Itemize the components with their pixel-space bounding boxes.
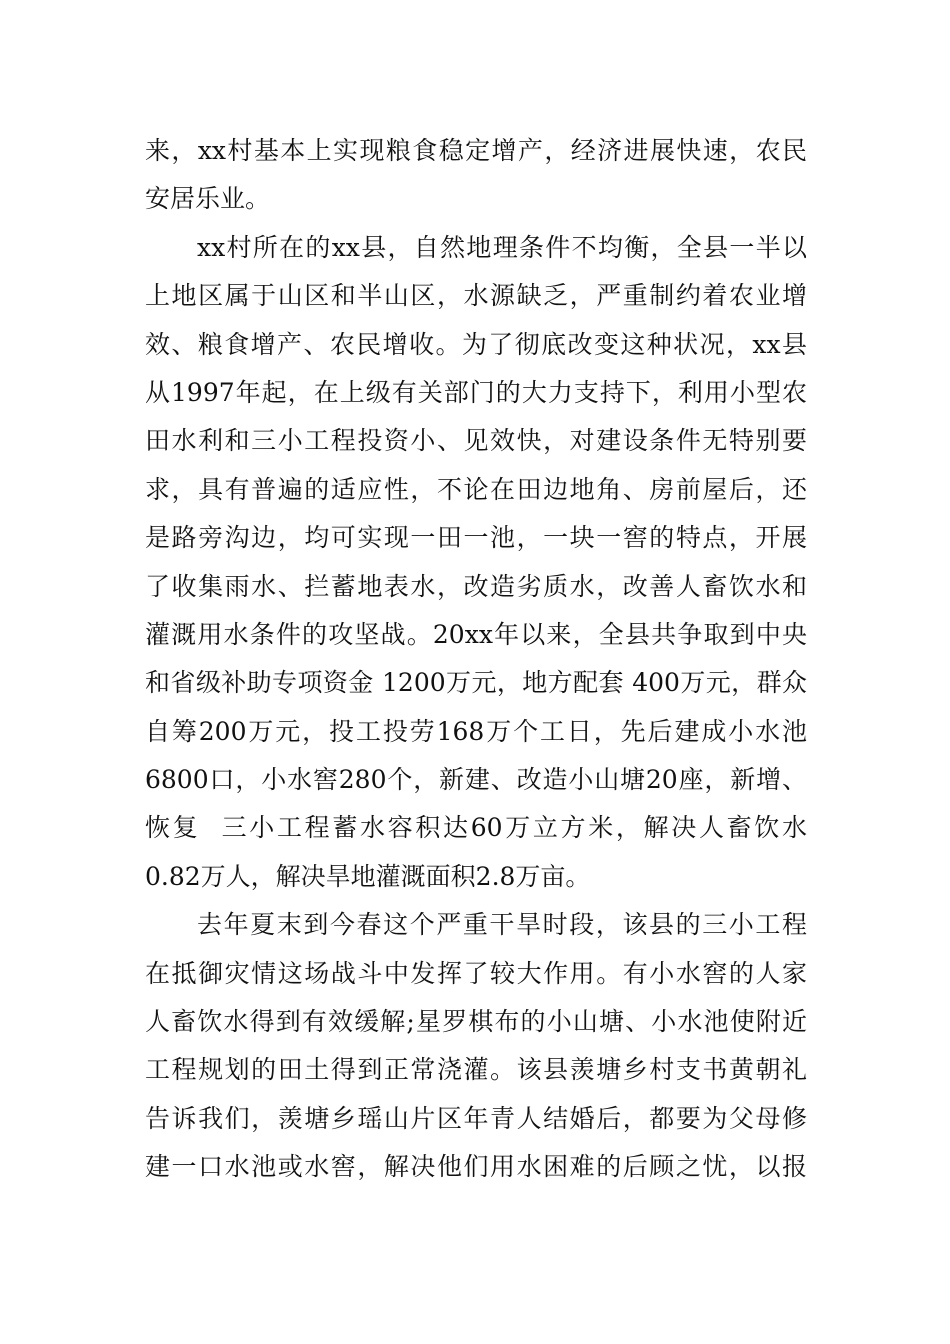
- text-line: 0.82万人，解决旱地灌溉面积2.8万亩。: [145, 861, 591, 891]
- text-line: 灌溉用水条件的攻坚战。20xx年以来，全县共争取到中央: [145, 619, 807, 649]
- text-line: 和省级补助专项资金 1200万元，地方配套 400万元，群众: [145, 668, 807, 698]
- text-line: 是路旁沟边，均可实现一田一池，一块一窖的特点，开展: [145, 523, 807, 553]
- text-line: 恢复 三小工程蓄水容积达60万立方米，解决人畜饮水: [145, 813, 807, 843]
- paragraph-2: [145, 224, 807, 901]
- text-line: 效、粮食增产、农民增收。为了彻底改变这种状况，xx县: [145, 329, 807, 359]
- document-body: [145, 127, 807, 1192]
- paragraph-3: [145, 901, 807, 1191]
- text-line: 工程规划的田土得到正常浇灌。该县羡塘乡村支书黄朝礼: [145, 1055, 807, 1085]
- text-line: 上地区属于山区和半山区，水源缺乏，严重制约着农业增: [145, 281, 807, 311]
- text-line: 建一口水池或水窖，解决他们用水困难的后顾之忧，以报: [145, 1152, 807, 1182]
- text-line: xx村所在的xx县，自然地理条件不均衡，全县一半以: [197, 232, 807, 262]
- text-line: 了收集雨水、拦蓄地表水，改造劣质水，改善人畜饮水和: [145, 571, 807, 601]
- text-line: 人畜饮水得到有效缓解;星罗棋布的小山塘、小水池使附近: [145, 1007, 807, 1037]
- text-line: 6800口，小水窖280个，新建、改造小山塘20座，新增、: [145, 765, 807, 795]
- text-line: 从1997年起，在上级有关部门的大力支持下，利用小型农: [145, 377, 807, 407]
- text-line: 田水利和三小工程投资小、见效快，对建设条件无特别要: [145, 426, 807, 456]
- text-line: 去年夏末到今春这个严重干旱时段，该县的三小工程: [197, 910, 807, 940]
- text-line: 告诉我们，羡塘乡瑶山片区年青人结婚后，都要为父母修: [145, 1103, 807, 1133]
- text-line: 安居乐业。: [145, 184, 271, 214]
- text-line: 来，xx村基本上实现粮食稳定增产，经济进展快速，农民: [145, 136, 807, 165]
- text-line: 求，具有普遍的适应性，不论在田边地角、房前屋后，还: [145, 474, 807, 504]
- paragraph-1: [145, 127, 807, 224]
- text-line: 在抵御灾情这场战斗中发挥了较大作用。有小水窖的人家: [145, 958, 807, 988]
- text-line: 自筹200万元，投工投劳168万个工日，先后建成小水池: [145, 716, 807, 746]
